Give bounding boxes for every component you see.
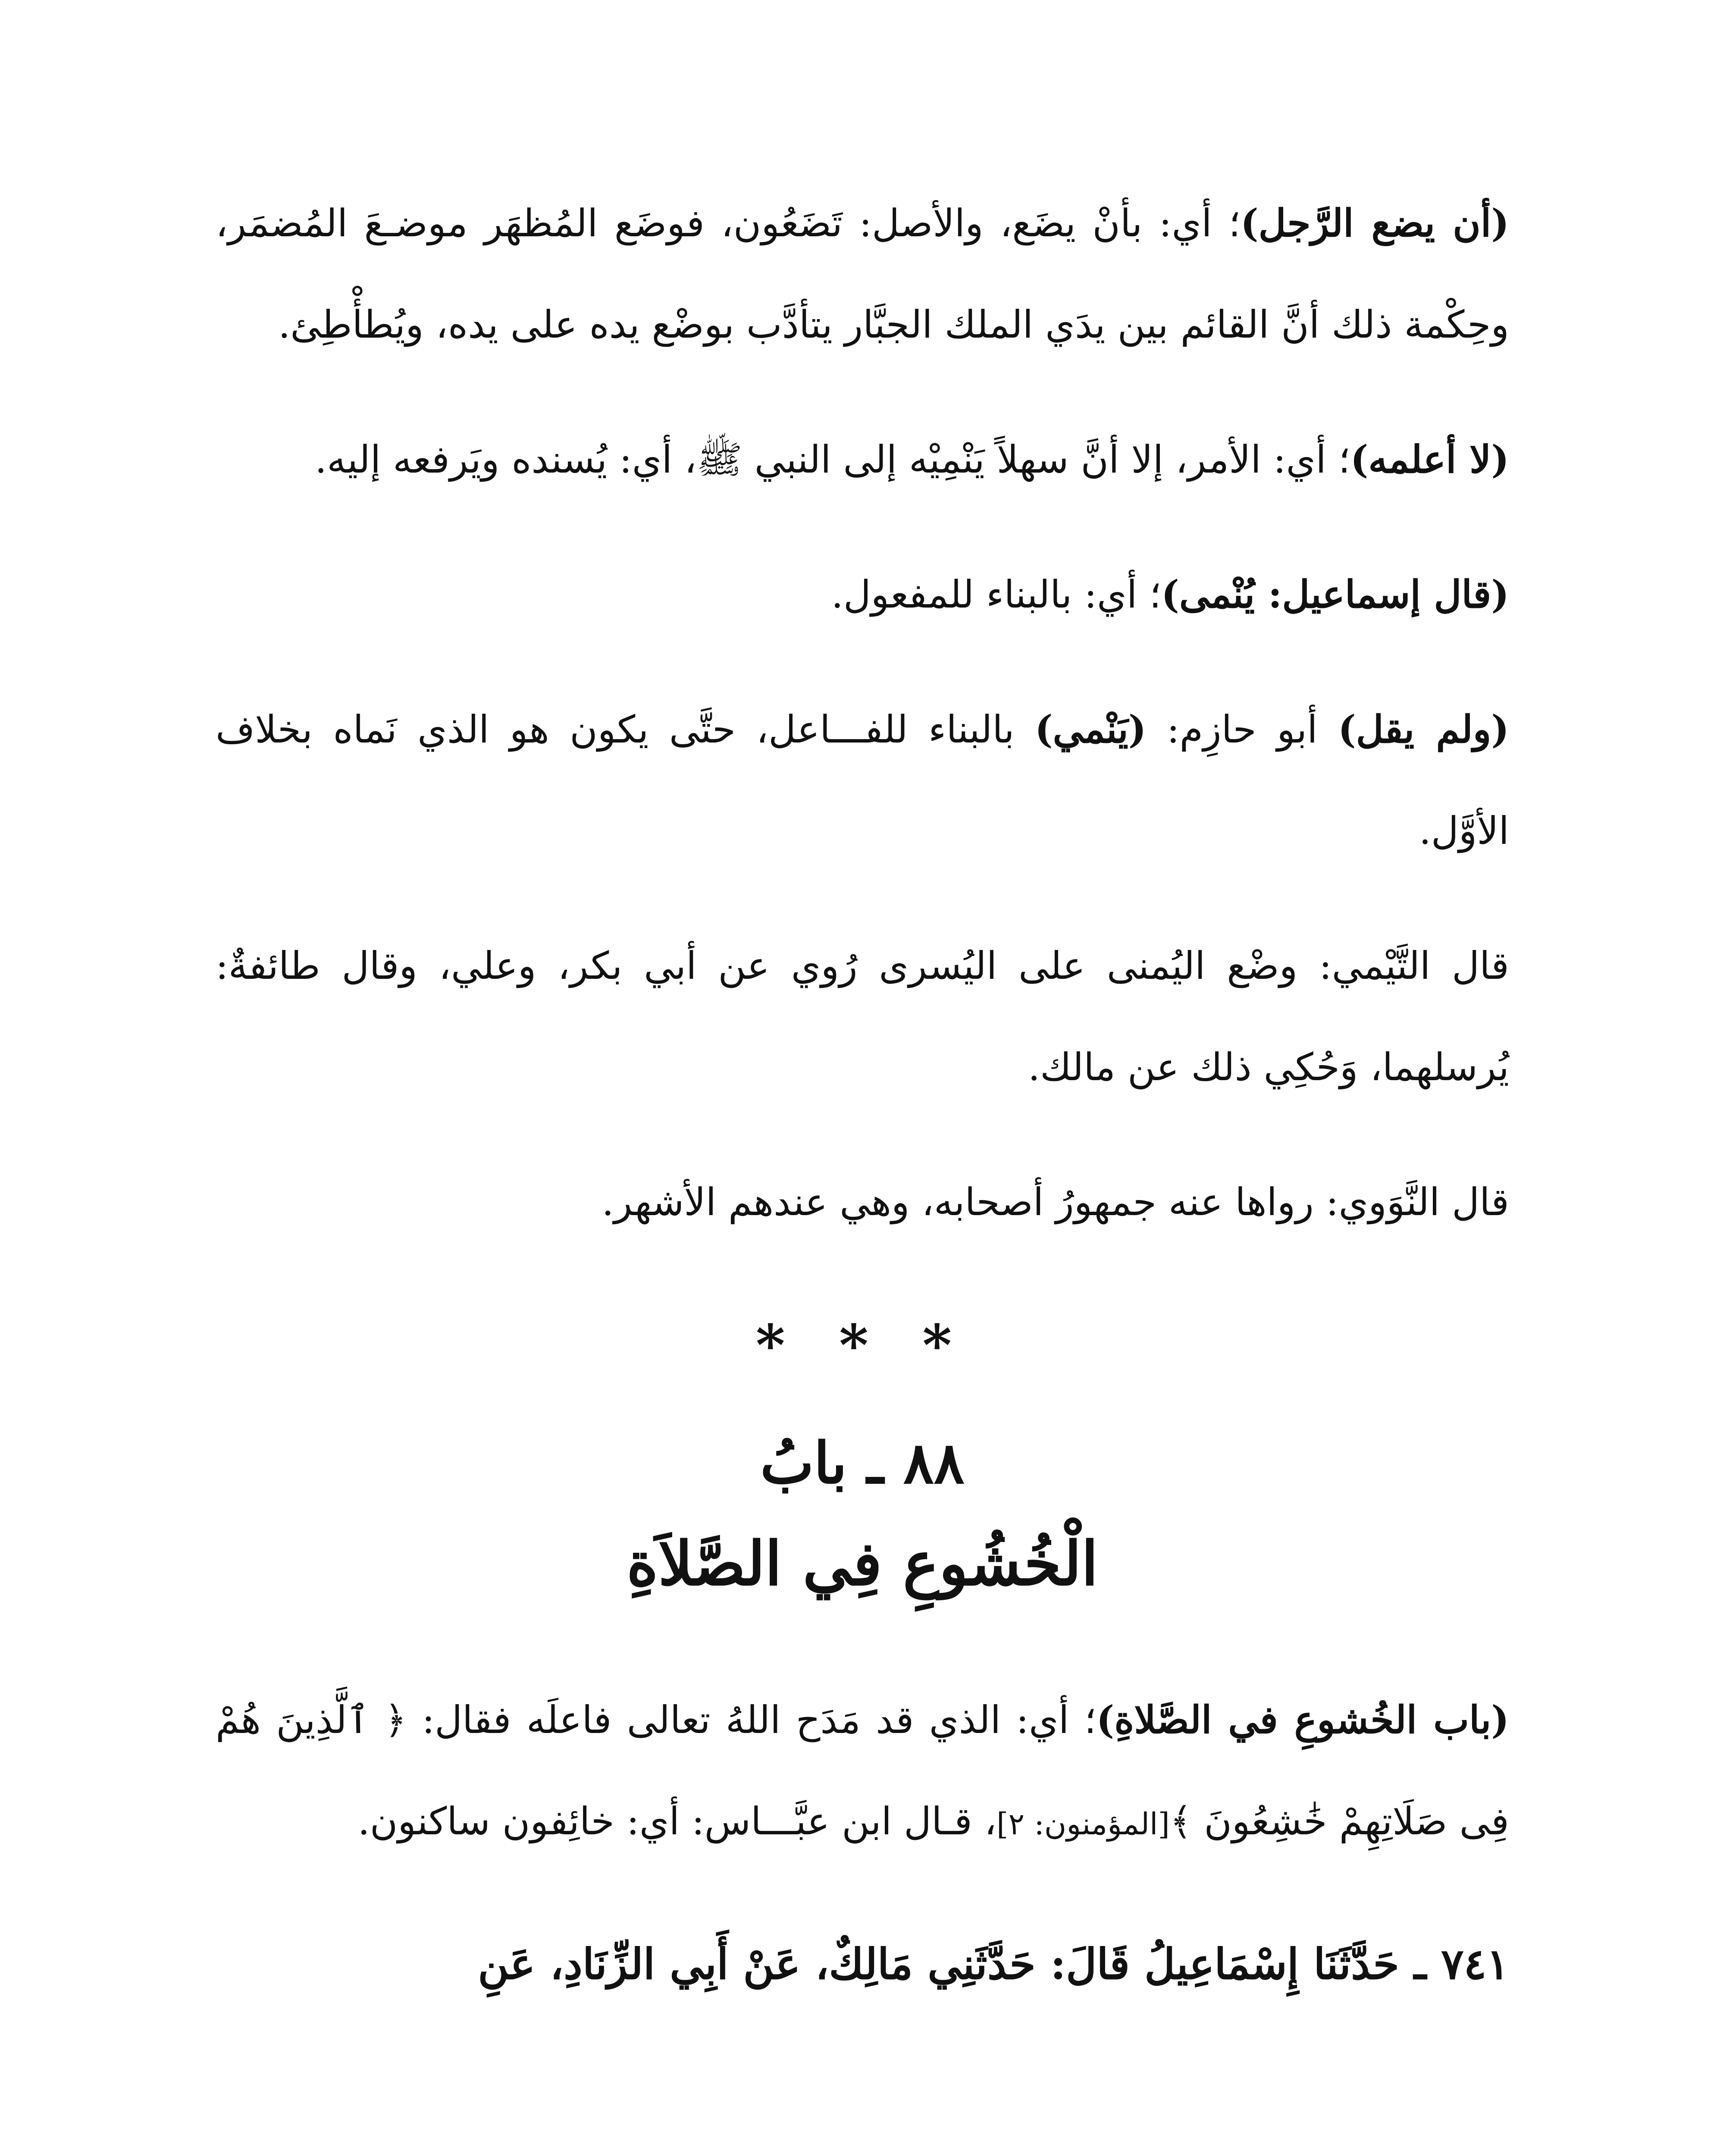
commentary-paragraph [216,409,1509,510]
quran-verse: ﴿ ٱلَّذِينَ هُمْ فِى صَلَاتِهِمْ خَٰشِعُونَ ﴾ [216,1698,1509,1844]
quoted-lemma: (ولم يقل) [1338,707,1509,752]
verse-citation: [المؤمنون: ٢] [996,1806,1170,1842]
document-page [216,172,1509,2156]
commentary-paragraph [216,172,1509,375]
chapter-number: ٨٨ ـ بابُ [760,1430,965,1497]
chapter-title: الْخُشُوعِ فِي الصَّلاَةِ [627,1529,1098,1600]
commentary-paragraph [216,679,1509,881]
commentary-text: ؛ أي: بالبناء للمفعول. [831,572,1162,617]
commentary-text: ، قـال ابن عبَّـــاس: أي: خائِفون ساكنون. [357,1799,997,1844]
commentary-text: ؛ أي: بأنْ يضَع، والأصل: تَضَعُون، فوضَع المُظهَر موضـعَ المُضمَر، وحِكْمة ذلك أنَّ القائم بين يدَي الملك الجبَّار يتأدَّب بوضْع يده على يده، ويُطأْطِئ. [216,201,1509,347]
commentary-text: أبو حازِم: [1146,707,1338,752]
quoted-lemma: (لا أعلمه) [1350,437,1509,482]
quoted-lemma: (أن يضع الرَّجل) [1241,201,1509,245]
quoted-lemma: (قال إسماعيل: يُنْمى) [1161,572,1509,617]
commentary-paragraph [216,544,1509,645]
commentary-text: ؛ أي: الذي قد مَدَح اللهُ تعالى فاعلَه فقال: [407,1698,1096,1742]
hadith-text: ٧٤١ ـ حَدَّثَنَا إِسْمَاعِيلُ قَالَ: حَدَّثَنِي مَالِكٌ، عَنْ أَبِي الزِّنَادِ، عَنِ [478,1940,1509,1990]
commentary-text: قال التَّيْمي: وضْع اليُمنى على اليُسرى رُوي عن أبي بكر، وعلي، وقال طائفةٌ: يُرسلهما، وَحُكِي ذلك عن مالك. [216,943,1509,1089]
chapter-commentary [216,1669,1509,1875]
commentary-paragraph [216,915,1509,1118]
commentary-text: بالبناء للفـــاعل، حتَّى يكون هو الذي نَماه بخلاف الأوَّل. [216,707,1509,853]
commentary-paragraph [216,1151,1509,1253]
section-separator: * * * [755,1312,969,1378]
commentary-text: قال النَّوَوي: رواها عنه جمهورُ أصحابه، وهي عندهم الأشهر. [601,1180,1509,1224]
quoted-lemma: (باب الخُشوعِ في الصَّلاةِ) [1096,1697,1509,1742]
quoted-lemma: (يَنْمي) [1035,707,1147,752]
commentary-text: ؛ أي: الأمر، إلا أنَّ سهلاً يَنْمِيْه إلى النبي ﷺ، أي: يُسنده ويَرفعه إليه. [315,437,1350,482]
